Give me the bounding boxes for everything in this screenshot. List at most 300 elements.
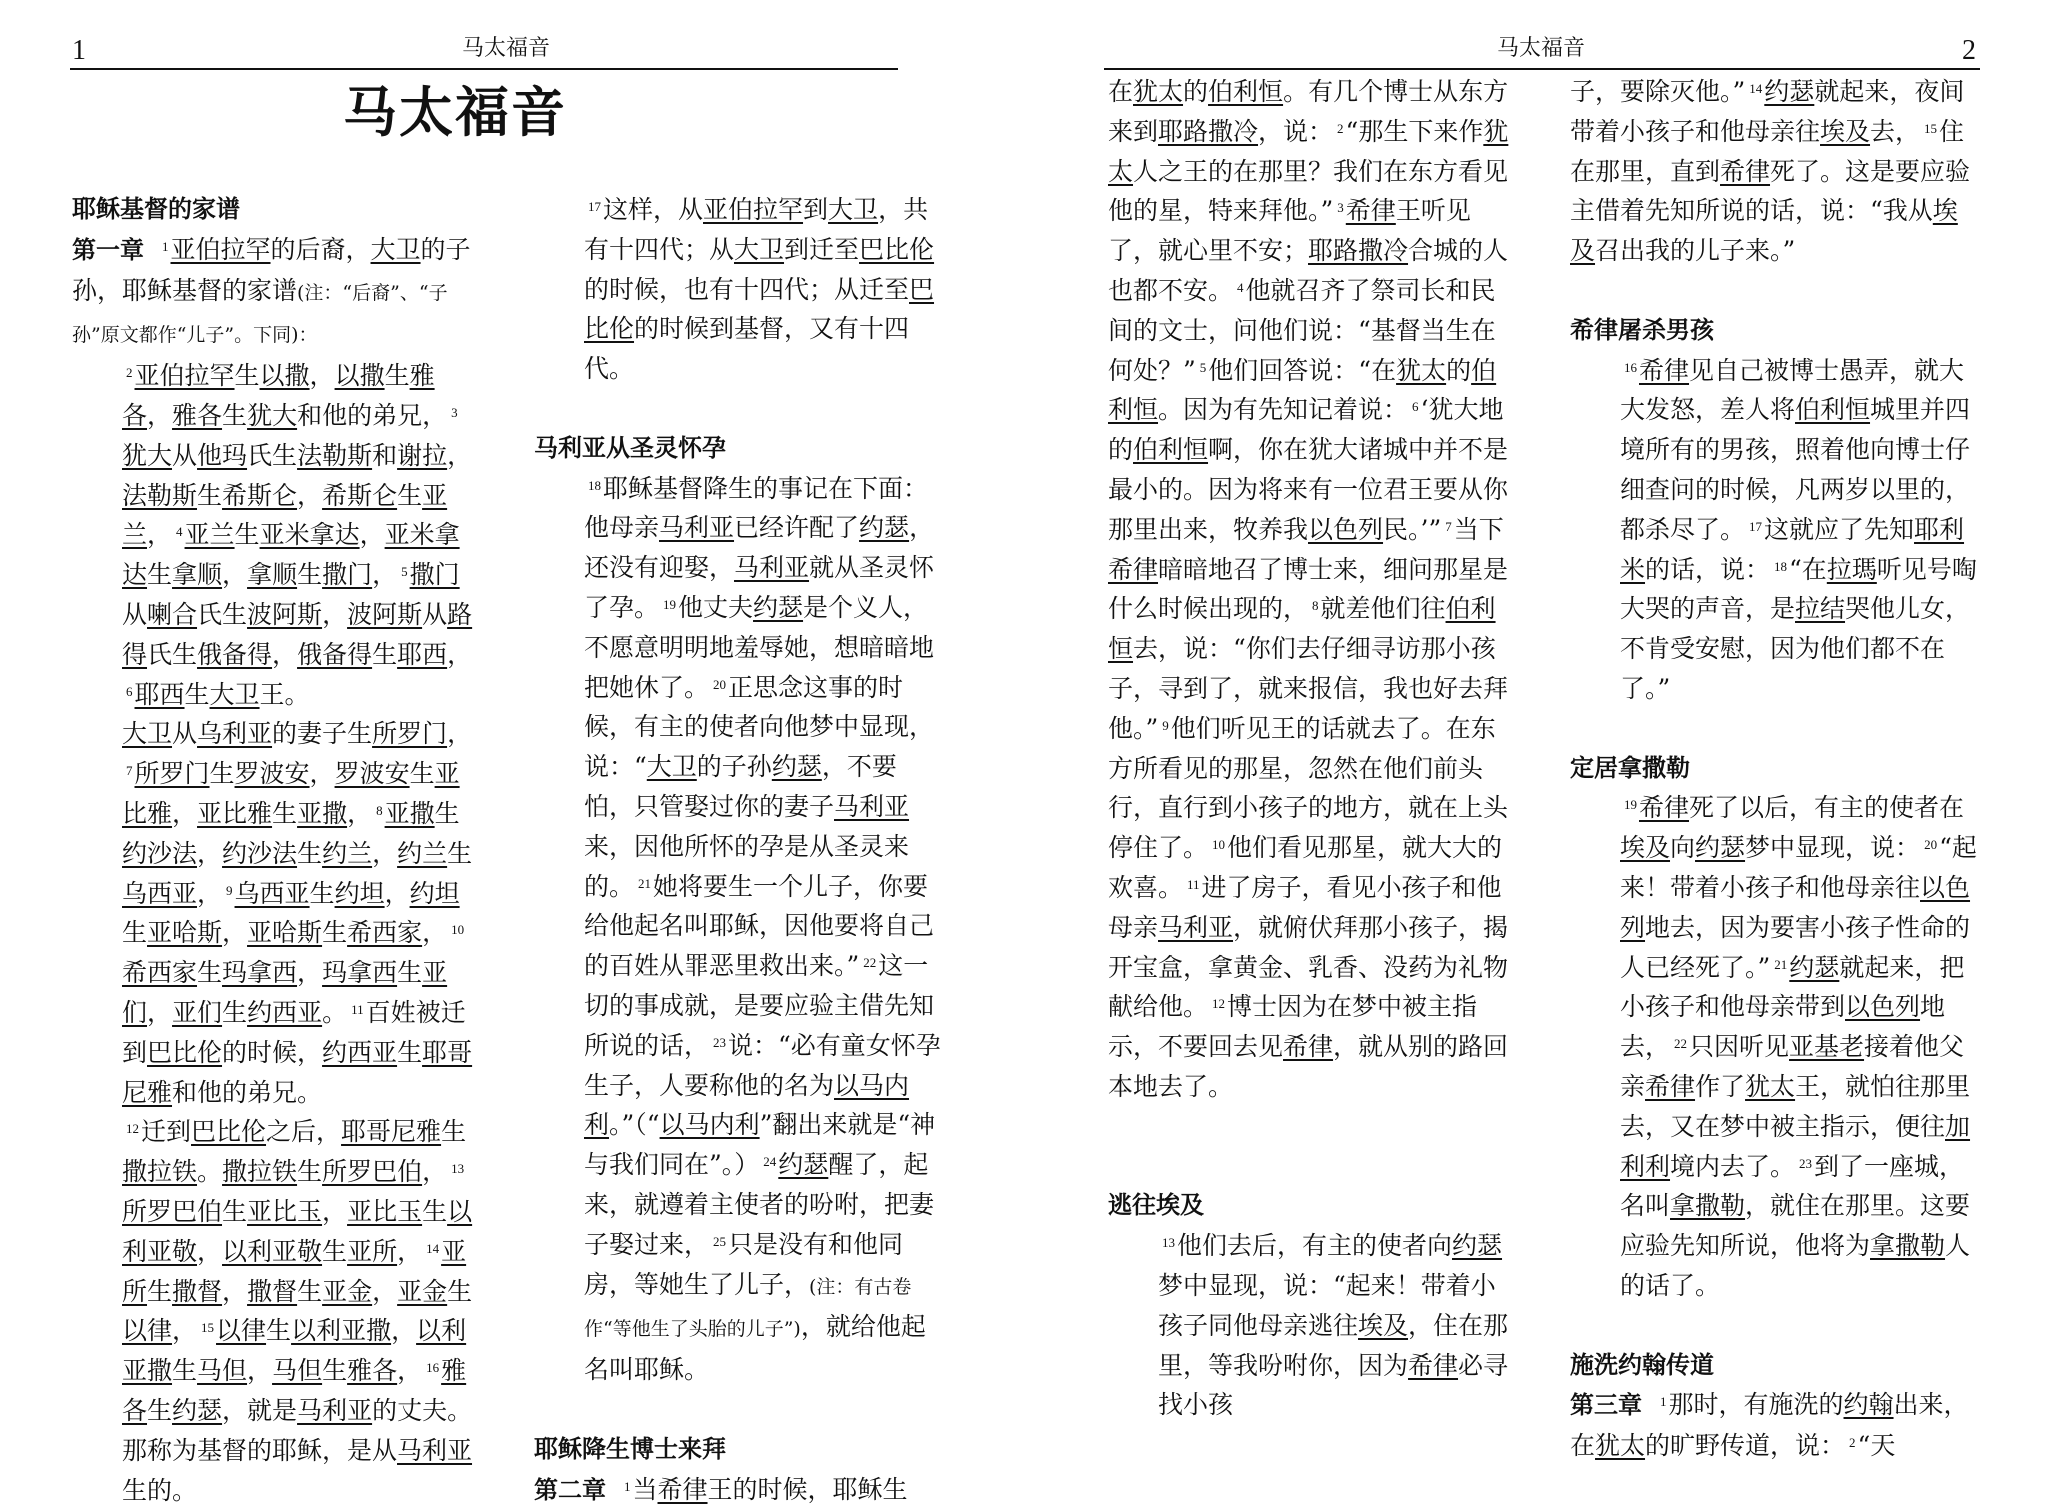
text-run: 百姓被迁到 [122, 998, 466, 1067]
proper-name: 希律 [1283, 1032, 1333, 1061]
section-heading: 耶稣基督的家谱 [72, 190, 484, 230]
text-run: 耶稣基督降生的事记在下面：他母亲 [584, 474, 928, 543]
chapter-label: 第三章 [1570, 1391, 1642, 1419]
proper-name: 约瑟 [1789, 953, 1839, 982]
proper-name: 亚撒 [297, 799, 347, 828]
text-run: 地去，因为要害小孩子性命的人已经死了。” [1620, 913, 1970, 982]
proper-name: 大卫 [828, 195, 878, 224]
text-run: 死了。这是要应验主借着先知所说的话，说：“我从 [1570, 157, 1970, 226]
proper-name: 以利亚撒 [122, 1316, 466, 1385]
verse-number: 1 [162, 239, 169, 254]
proper-name: 犹太 [1133, 77, 1183, 106]
proper-name: 希律 [1720, 157, 1770, 186]
text-run: ， [322, 1197, 347, 1226]
verse-number: 15 [201, 1320, 214, 1335]
text-run: 王，就怕往那里去，又在梦中被主指示，便往 [1620, 1072, 1970, 1141]
text-run: 来，因他所怀的孕是从圣灵来的。 [584, 832, 909, 901]
text-run: ， [222, 918, 247, 947]
text-run: 生 [147, 560, 172, 589]
text-run: ， [372, 1277, 397, 1306]
proper-name: 以色列 [1845, 992, 1920, 1021]
text-run: ，就从别的路回本地去了。 [1108, 1032, 1508, 1101]
text-run: 生 [385, 361, 410, 390]
text-run: 合城的人也都不安。 [1108, 236, 1508, 305]
verse-number: 1 [624, 1479, 631, 1494]
text-run: 生 [222, 401, 247, 430]
text-run: 生的。 [122, 1476, 197, 1505]
text-run: “起来！带着小孩子和他母亲往 [1620, 833, 1977, 902]
proper-name: 希西家 [122, 958, 197, 987]
proper-name: 乌西亚 [235, 879, 310, 908]
section-spacer [1570, 1306, 1982, 1346]
proper-name: 巴比伦 [191, 1117, 266, 1146]
text-run: 他丈夫 [678, 593, 753, 622]
proper-name: 以律 [216, 1316, 266, 1345]
proper-name: 亚基老 [1789, 1032, 1864, 1061]
text-run: 的旷野传道，说： [1645, 1431, 1845, 1460]
text-run: ， [422, 918, 447, 947]
proper-name: 玛拿西 [322, 958, 397, 987]
text-run: 在 [1108, 77, 1133, 106]
section-heading: 逃往埃及 [1108, 1186, 1520, 1226]
text-run: ，说： [1258, 117, 1333, 146]
text-run: 王听见了，就心里不安； [1108, 196, 1471, 265]
text-run: ， [222, 560, 247, 589]
proper-name: 撒拉铁 [122, 1157, 197, 1186]
text-run: 迁到 [141, 1117, 191, 1146]
paragraph [1570, 351, 1982, 709]
section-spacer [1108, 1147, 1520, 1187]
proper-name: 耶哥尼雅 [122, 1038, 472, 1107]
proper-name: 犹太 [1595, 1431, 1645, 1460]
verse-number: 13 [1162, 1235, 1175, 1250]
section-spacer [1570, 709, 1982, 749]
text-run: 。因为有先知记着说： [1158, 395, 1408, 424]
proper-name: 以撒 [335, 361, 385, 390]
text-run: 这一切的事成就，是要应验主借先知所说的话， [584, 951, 934, 1060]
proper-name: 以利亚敬 [122, 1197, 472, 1266]
text-run: ， [197, 879, 222, 908]
proper-name: 亚们 [172, 998, 222, 1027]
proper-name: 犹太 [1108, 117, 1508, 186]
proper-name: 伯利恒 [1108, 594, 1496, 663]
text-run: 正思念这事的时候，有主的使者向他梦中显现，说：“ [584, 673, 934, 782]
text-run: 生 [297, 1157, 322, 1186]
text-run: 就从圣灵怀了孕。 [584, 553, 934, 622]
text-run: ，就是 [222, 1396, 297, 1425]
text-run: ， [310, 759, 335, 788]
proper-name: 埃及 [1570, 196, 1958, 265]
proper-name: 马利亚 [297, 1396, 372, 1425]
verse-number: 9 [226, 883, 233, 898]
verse-number: 23 [1799, 1156, 1812, 1171]
proper-name: 亚金 [397, 1277, 447, 1306]
verse-number: 9 [1162, 718, 1169, 733]
text-run: ‘犹大地的 [1108, 395, 1503, 464]
text-run: 说：“必有童女怀孕生子，人要称他的名为 [584, 1031, 941, 1100]
proper-name: 乌利亚 [197, 719, 272, 748]
proper-name: 亚哈斯 [247, 918, 322, 947]
text-run: “那生下来作 [1346, 117, 1484, 146]
proper-name: 罗波安 [335, 759, 410, 788]
text-run: 就起来，夜间带着小孩子和他母亲往 [1570, 77, 1964, 146]
paragraph [1570, 72, 1982, 271]
proper-name: 伯利恒 [1795, 395, 1870, 424]
section-spacer [534, 1390, 946, 1430]
verse-number: 21 [1774, 957, 1787, 972]
text-run: 死了以后，有主的使者在 [1689, 793, 1964, 822]
text-run: 他们去后，有主的使者向 [1177, 1231, 1452, 1260]
text-run: 当 [633, 1475, 658, 1504]
proper-name: 乌西亚 [122, 879, 197, 908]
proper-name: 耶利米 [1620, 515, 1964, 584]
proper-name: 亚哈斯 [147, 918, 222, 947]
proper-name: 他玛 [197, 441, 247, 470]
proper-name: 以律 [122, 1316, 172, 1345]
paragraph [1108, 72, 1520, 1107]
proper-name: 约瑟 [859, 513, 909, 542]
text-run: ， [297, 958, 322, 987]
text-run: 生 [147, 1277, 172, 1306]
proper-name: 大卫 [734, 235, 784, 264]
verse-number: 6 [1412, 399, 1419, 414]
proper-name: 耶路撒冷 [1308, 236, 1408, 265]
proper-name: 约瑟 [1452, 1231, 1502, 1260]
text-run: 人之王的在那里？我们在东方看见他的星，特来拜他。” [1108, 157, 1508, 226]
text-run: ， [310, 361, 335, 390]
proper-name: 希律 [1408, 1351, 1458, 1380]
text-run: 生 [172, 1356, 197, 1385]
verse-number: 12 [126, 1121, 139, 1136]
proper-name: 亚比玉 [247, 1197, 322, 1226]
text-run: ，住在那里，等我吩咐你，因为 [1158, 1311, 1508, 1380]
section-spacer [1570, 271, 1982, 311]
text-run: 。 [197, 1157, 222, 1186]
proper-name: 大卫 [647, 752, 697, 781]
text-run: 生 [297, 839, 322, 868]
text-run: 的子孙，耶稣基督的家谱 [72, 235, 471, 305]
proper-name: 约瑟 [778, 1150, 828, 1179]
text-run: 博士因为在梦中被主指示，不要回去见 [1108, 992, 1477, 1061]
verse-number: 16 [426, 1360, 439, 1375]
running-header-left: 马太福音 [462, 34, 550, 64]
proper-name: 以利亚敬 [222, 1237, 322, 1266]
text-run: 。有几个博士从东方来到 [1108, 77, 1508, 146]
proper-name: 伯利恒 [1133, 435, 1208, 464]
translator-note: (注：有古卷作“等他生了头胎的儿子”) [584, 1276, 911, 1341]
proper-name: 亚撒 [385, 799, 435, 828]
text-run: 到 [803, 195, 828, 224]
verse-number: 2 [1849, 1435, 1856, 1450]
chapter-label: 第一章 [72, 236, 144, 264]
text-run: 醒了，起来，就遵着主使者的吩咐，把妻子娶过来， [584, 1150, 934, 1259]
verse-number: 21 [638, 876, 651, 891]
verse-number: 8 [376, 803, 383, 818]
proper-name: 以色列 [1308, 515, 1383, 544]
text-run: 他们听见王的话就去了。在东方所看见的那星，忽然在他们前头行，直行到小孩子的地方，就在上头停住了。 [1108, 714, 1508, 862]
text-run: 的时候， [222, 1038, 322, 1067]
text-run: 生 [297, 560, 322, 589]
proper-name: 巴比伦 [584, 275, 934, 344]
text-run: ，共有十四代；从 [584, 195, 928, 264]
proper-name: 以撒 [260, 361, 310, 390]
proper-name: 亚伯拉罕 [135, 361, 235, 390]
page-number-right: 2 [1962, 36, 1976, 66]
text-run: 生 [397, 481, 422, 510]
proper-name: 罗波安 [235, 759, 310, 788]
verse-number: 11 [1187, 877, 1200, 892]
text-run: 生 [447, 1277, 472, 1306]
proper-name: 撒拉铁 [222, 1157, 297, 1186]
text-column-2 [534, 190, 946, 1510]
text-run: 的 [1183, 77, 1208, 106]
paragraph [534, 190, 946, 389]
text-run: ， [197, 1237, 222, 1266]
text-run: 人的话了。 [1620, 1231, 1970, 1300]
text-run: 生 [435, 799, 460, 828]
proper-name: 马利亚 [659, 513, 734, 542]
text-run: 生 [310, 879, 335, 908]
proper-name: 撒门 [410, 560, 460, 589]
paragraph [72, 1112, 484, 1510]
text-run: 的丈夫。那称为基督的耶稣，是从 [122, 1396, 472, 1465]
text-run: ， [147, 401, 172, 430]
text-run: 生 [197, 958, 222, 987]
section-spacer [1108, 1107, 1520, 1147]
verse-number: 2 [1337, 121, 1344, 136]
proper-name: 犹太 [1745, 1072, 1795, 1101]
proper-name: 路得 [122, 600, 472, 669]
proper-name: 大卫 [371, 235, 421, 264]
text-run: 她将要生一个儿子，你要给他起名叫耶稣，因他要将自己的百姓从罪恶里救出来。” [584, 872, 934, 981]
text-run: 他们回答说：“在 [1208, 356, 1396, 385]
text-run: ， [385, 879, 410, 908]
text-run: 进了房子，看见小孩子和他母亲 [1108, 873, 1502, 942]
text-run: ， [272, 640, 297, 669]
proper-name: 埃及 [1620, 833, 1670, 862]
text-run: ，就俯伏拜那小孩子，揭开宝盒，拿黄金、乳香、没药为礼物献给他。 [1108, 913, 1508, 1022]
proper-name: 雅各 [122, 1356, 466, 1425]
text-run: 生 [322, 1237, 347, 1266]
proper-name: 伯利恒 [1208, 77, 1283, 106]
proper-name: 约坦 [335, 879, 385, 908]
verse-number: 17 [588, 199, 601, 214]
running-header-right: 马太福音 [1497, 34, 1585, 64]
verse-number: 13 [451, 1161, 464, 1176]
text-run: 作了 [1695, 1072, 1745, 1101]
verse-number: 3 [451, 405, 458, 420]
text-run: 那时，有施洗的 [1669, 1390, 1844, 1419]
proper-name: 约兰 [397, 839, 447, 868]
proper-name: 大卫 [122, 719, 172, 748]
text-run: 和他的弟兄。 [172, 1078, 322, 1107]
text-run: 这样，从 [603, 195, 703, 224]
proper-name: 犹大 [247, 401, 297, 430]
proper-name: 撒门 [322, 560, 372, 589]
text-column-3 [1108, 72, 1520, 1425]
proper-name: 加利利 [1620, 1112, 1970, 1181]
proper-name: 亚米拿达 [122, 520, 460, 589]
proper-name: 希律 [1645, 1072, 1695, 1101]
text-run: ， [297, 481, 322, 510]
proper-name: 亚所 [347, 1237, 397, 1266]
verse-number: 20 [713, 677, 726, 692]
proper-name: 拉结 [1795, 594, 1845, 623]
proper-name: 耶路撒冷 [1158, 117, 1258, 146]
text-run: 暗暗地召了博士来，细问那星是什么时候出现的， [1108, 555, 1508, 624]
proper-name: 喇合 [147, 600, 197, 629]
verse-number: 10 [1212, 837, 1225, 852]
text-run: 从 [172, 719, 197, 748]
text-run: ， [447, 640, 472, 669]
verse-number: 5 [401, 564, 408, 579]
verse-number: 5 [1200, 360, 1207, 375]
proper-name: 约瑟 [172, 1396, 222, 1425]
translator-note: (注：“后裔”、“子孙”原文都作“儿子”。下同)： [72, 282, 448, 347]
verse-number: 4 [176, 524, 183, 539]
text-run: 哭他儿女，不肯受安慰，因为他们都不在了。” [1620, 594, 1970, 703]
paragraph [72, 230, 484, 356]
text-run: 当下 [1454, 515, 1504, 544]
text-run: ， [422, 1157, 447, 1186]
text-run: 生 [235, 361, 260, 390]
proper-name: 耶西 [397, 640, 447, 669]
text-run: ， [447, 441, 472, 470]
proper-name: 希斯仑 [222, 481, 297, 510]
text-run: 他就召齐了祭司长和民间的文士，问他们说：“基督当生在何处？” [1108, 276, 1496, 385]
text-run: 生 [322, 1356, 347, 1385]
proper-name: 以马内利 [660, 1110, 760, 1139]
proper-name: 拿顺 [172, 560, 222, 589]
text-run: ， [397, 1237, 422, 1266]
verse-number: 4 [1237, 280, 1244, 295]
text-run: 生 [235, 520, 260, 549]
proper-name: 犹大 [122, 441, 172, 470]
proper-name: 俄备得 [197, 640, 272, 669]
text-run: ， [447, 719, 472, 748]
proper-name: 希斯仑 [322, 481, 397, 510]
text-run: 生 [272, 799, 297, 828]
text-run: 这就应了先知 [1764, 515, 1914, 544]
text-run: 的妻子生 [272, 719, 372, 748]
text-run: ， [372, 839, 397, 868]
paragraph [1570, 1385, 1982, 1466]
text-run: 城里并四境所有的男孩，照着他向博士仔细查问的时候，凡两岁以里的，都杀尽了。 [1620, 395, 1970, 543]
text-run: 生 [222, 1197, 247, 1226]
text-run: ， [247, 1356, 272, 1385]
proper-name: 雅各 [122, 361, 435, 430]
proper-name: 伯利恒 [1108, 356, 1496, 425]
text-column-1 [72, 190, 484, 1510]
paragraph [534, 469, 946, 1390]
text-run: 地去， [1620, 992, 1945, 1061]
proper-name: 约翰 [1844, 1390, 1894, 1419]
proper-name: 马利亚 [397, 1436, 472, 1465]
text-run: 到迁至 [784, 235, 859, 264]
text-run: 生 [122, 918, 147, 947]
page-number-left: 1 [72, 36, 86, 66]
text-run: 和 [372, 441, 397, 470]
verse-number: 6 [126, 684, 133, 699]
text-run: 只是没有和他同房，等她生了儿子， [584, 1230, 903, 1299]
text-run: 氏生 [247, 441, 297, 470]
verse-number: 14 [1749, 81, 1762, 96]
proper-name: 约兰 [322, 839, 372, 868]
proper-name: 亚金 [322, 1277, 372, 1306]
text-run: ， [147, 998, 172, 1027]
text-run: ， [372, 560, 397, 589]
proper-name: 拿撒勒 [1670, 1191, 1745, 1220]
section-heading: 定居拿撒勒 [1570, 749, 1982, 789]
verse-number: 18 [588, 478, 601, 493]
proper-name: 俄备得 [297, 640, 372, 669]
text-run: ， [397, 1356, 422, 1385]
text-run: 生 [397, 958, 422, 987]
verse-number: 7 [1445, 519, 1452, 534]
proper-name: 以马内利 [584, 1071, 909, 1140]
proper-name: 亚所 [122, 1237, 466, 1306]
text-run: 氏生 [147, 640, 197, 669]
text-run: 生 [297, 1277, 322, 1306]
proper-name: 约坦 [410, 879, 460, 908]
proper-name: 约沙法 [222, 839, 297, 868]
text-run: 向 [1670, 833, 1695, 862]
text-run: 生 [447, 839, 472, 868]
proper-name: 撒督 [172, 1277, 222, 1306]
chapter-label: 第二章 [534, 1476, 606, 1504]
proper-name: 玛拿西 [222, 958, 297, 987]
text-run: 生 [266, 1316, 291, 1345]
book-title: 马太福音 [300, 78, 610, 148]
text-run: 已经许配了 [734, 513, 859, 542]
proper-name: 波阿斯 [347, 600, 422, 629]
text-run: 生 [147, 1396, 172, 1425]
proper-name: 亚比雅 [197, 799, 272, 828]
verse-number: 8 [1312, 598, 1319, 613]
verse-number: 10 [451, 922, 464, 937]
proper-name: 希律 [658, 1475, 708, 1504]
text-run: 他们看见那星，就大大的欢喜。 [1108, 833, 1502, 902]
verse-number: 19 [663, 597, 676, 612]
text-run: ， [347, 799, 372, 828]
proper-name: 希律 [1108, 555, 1158, 584]
text-run: ，就给他起名叫耶稣。 [584, 1312, 926, 1384]
text-run: 的子孙 [697, 752, 772, 781]
paragraph [72, 714, 484, 1112]
proper-name: 希律 [1639, 793, 1689, 822]
proper-name: 埃及 [1820, 117, 1870, 146]
text-run: 听见号啕大哭的声音，是 [1620, 555, 1977, 624]
proper-name: 法勒斯 [297, 441, 372, 470]
text-run: 必寻找小孩 [1158, 1351, 1508, 1420]
proper-name: 希律 [1639, 356, 1689, 385]
text-run: 和他的弟兄， [297, 401, 447, 430]
verse-number: 14 [426, 1241, 439, 1256]
text-run: ”翻出来就是“神与我们同在”。） [584, 1110, 935, 1179]
proper-name: 谢拉 [397, 441, 447, 470]
proper-name: 波阿斯 [247, 600, 322, 629]
text-run: 接着他父亲 [1620, 1032, 1964, 1101]
text-run: 的话，说： [1645, 555, 1770, 584]
text-run: 生 [185, 680, 210, 709]
text-run: 从 [122, 600, 147, 629]
verse-number: 22 [1674, 1036, 1687, 1051]
proper-name: 以色列 [1620, 873, 1970, 942]
proper-name: 马利亚 [734, 553, 809, 582]
text-run: 生 [441, 1117, 466, 1146]
proper-name: 约西亚 [322, 1038, 397, 1067]
text-run: 。 [322, 998, 347, 1027]
